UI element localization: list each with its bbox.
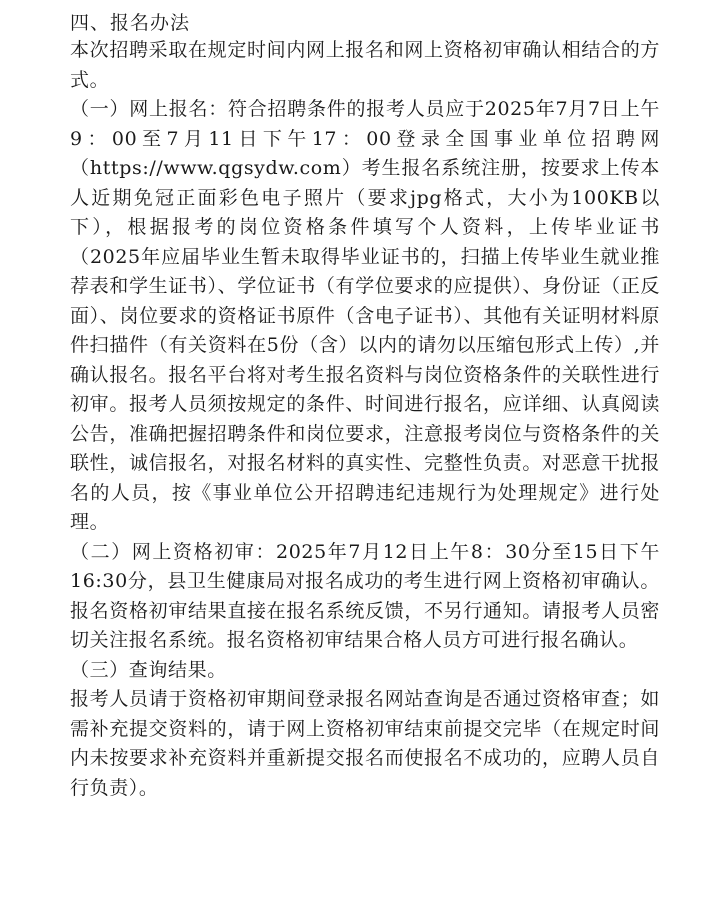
query-results-paragraph: 报考人员请于资格初审期间登录报名网站查询是否通过资格审查；如需补充提交资料的，请于网上资格初审结束前提交完毕（在规定时间内未按要求补充资料并重新提交报名而使报名不成功的，应聘人员自行负责）。 [70, 688, 660, 799]
query-results-heading: （三）查询结果。 [70, 658, 227, 681]
online-qualification-review-paragraph: （二）网上资格初审：2025年7月12日上午8：30分至15日下午16:30分，县卫生健康局对报名成功的考生进行网上资格初审确认。报名资格初审结果直接在报名系统反馈，不另行通知。请报考人员密切关注报名系统。报名资格初审结果合格人员方可进行报名确认。 [70, 540, 660, 651]
online-registration-paragraph: （一）网上报名：符合招聘条件的报考人员应于2025年7月7日上午9：00至7月11日下午17：00登录全国事业单位招聘网（https://www.qgsydw.com）考生报名系统注册，按要求上传本人近期免冠正面彩色电子照片（要求jpg格式，大小为100KB以下），根据报考的岗位资格条件填写个人资料，上传毕业证书（2025年应届毕业生暂未取得毕业证书的，扫描上传毕业生就业推荐表和学生证书）、学位证书（有学位要求的应提供）、身份证（正反面）、岗位要求的资格证书原件（含电子证书）、其他有关证明材料原件扫描件（有关资料在5份（含）以内的请勿以压缩包形式上传）,并确认报名。报名平台将对考生报名资料与岗位资格条件的关联性进行初审。报考人员须按规定的条件、时间进行报名，应详细、认真阅读公告，准确把握招聘条件和岗位要求，注意报考岗位与资格条件的关联性，诚信报名，对报名材料的真实性、完整性负责。对恶意干扰报名的人员，按《事业单位公开招聘违纪违规行为处理规定》进行处理。 [70, 98, 660, 533]
document-page [70, 0, 660, 803]
section-heading: 四、报名办法 [70, 12, 191, 34]
intro-paragraph: 本次招聘采取在规定时间内网上报名和网上资格初审确认相结合的方式。 [70, 39, 660, 91]
